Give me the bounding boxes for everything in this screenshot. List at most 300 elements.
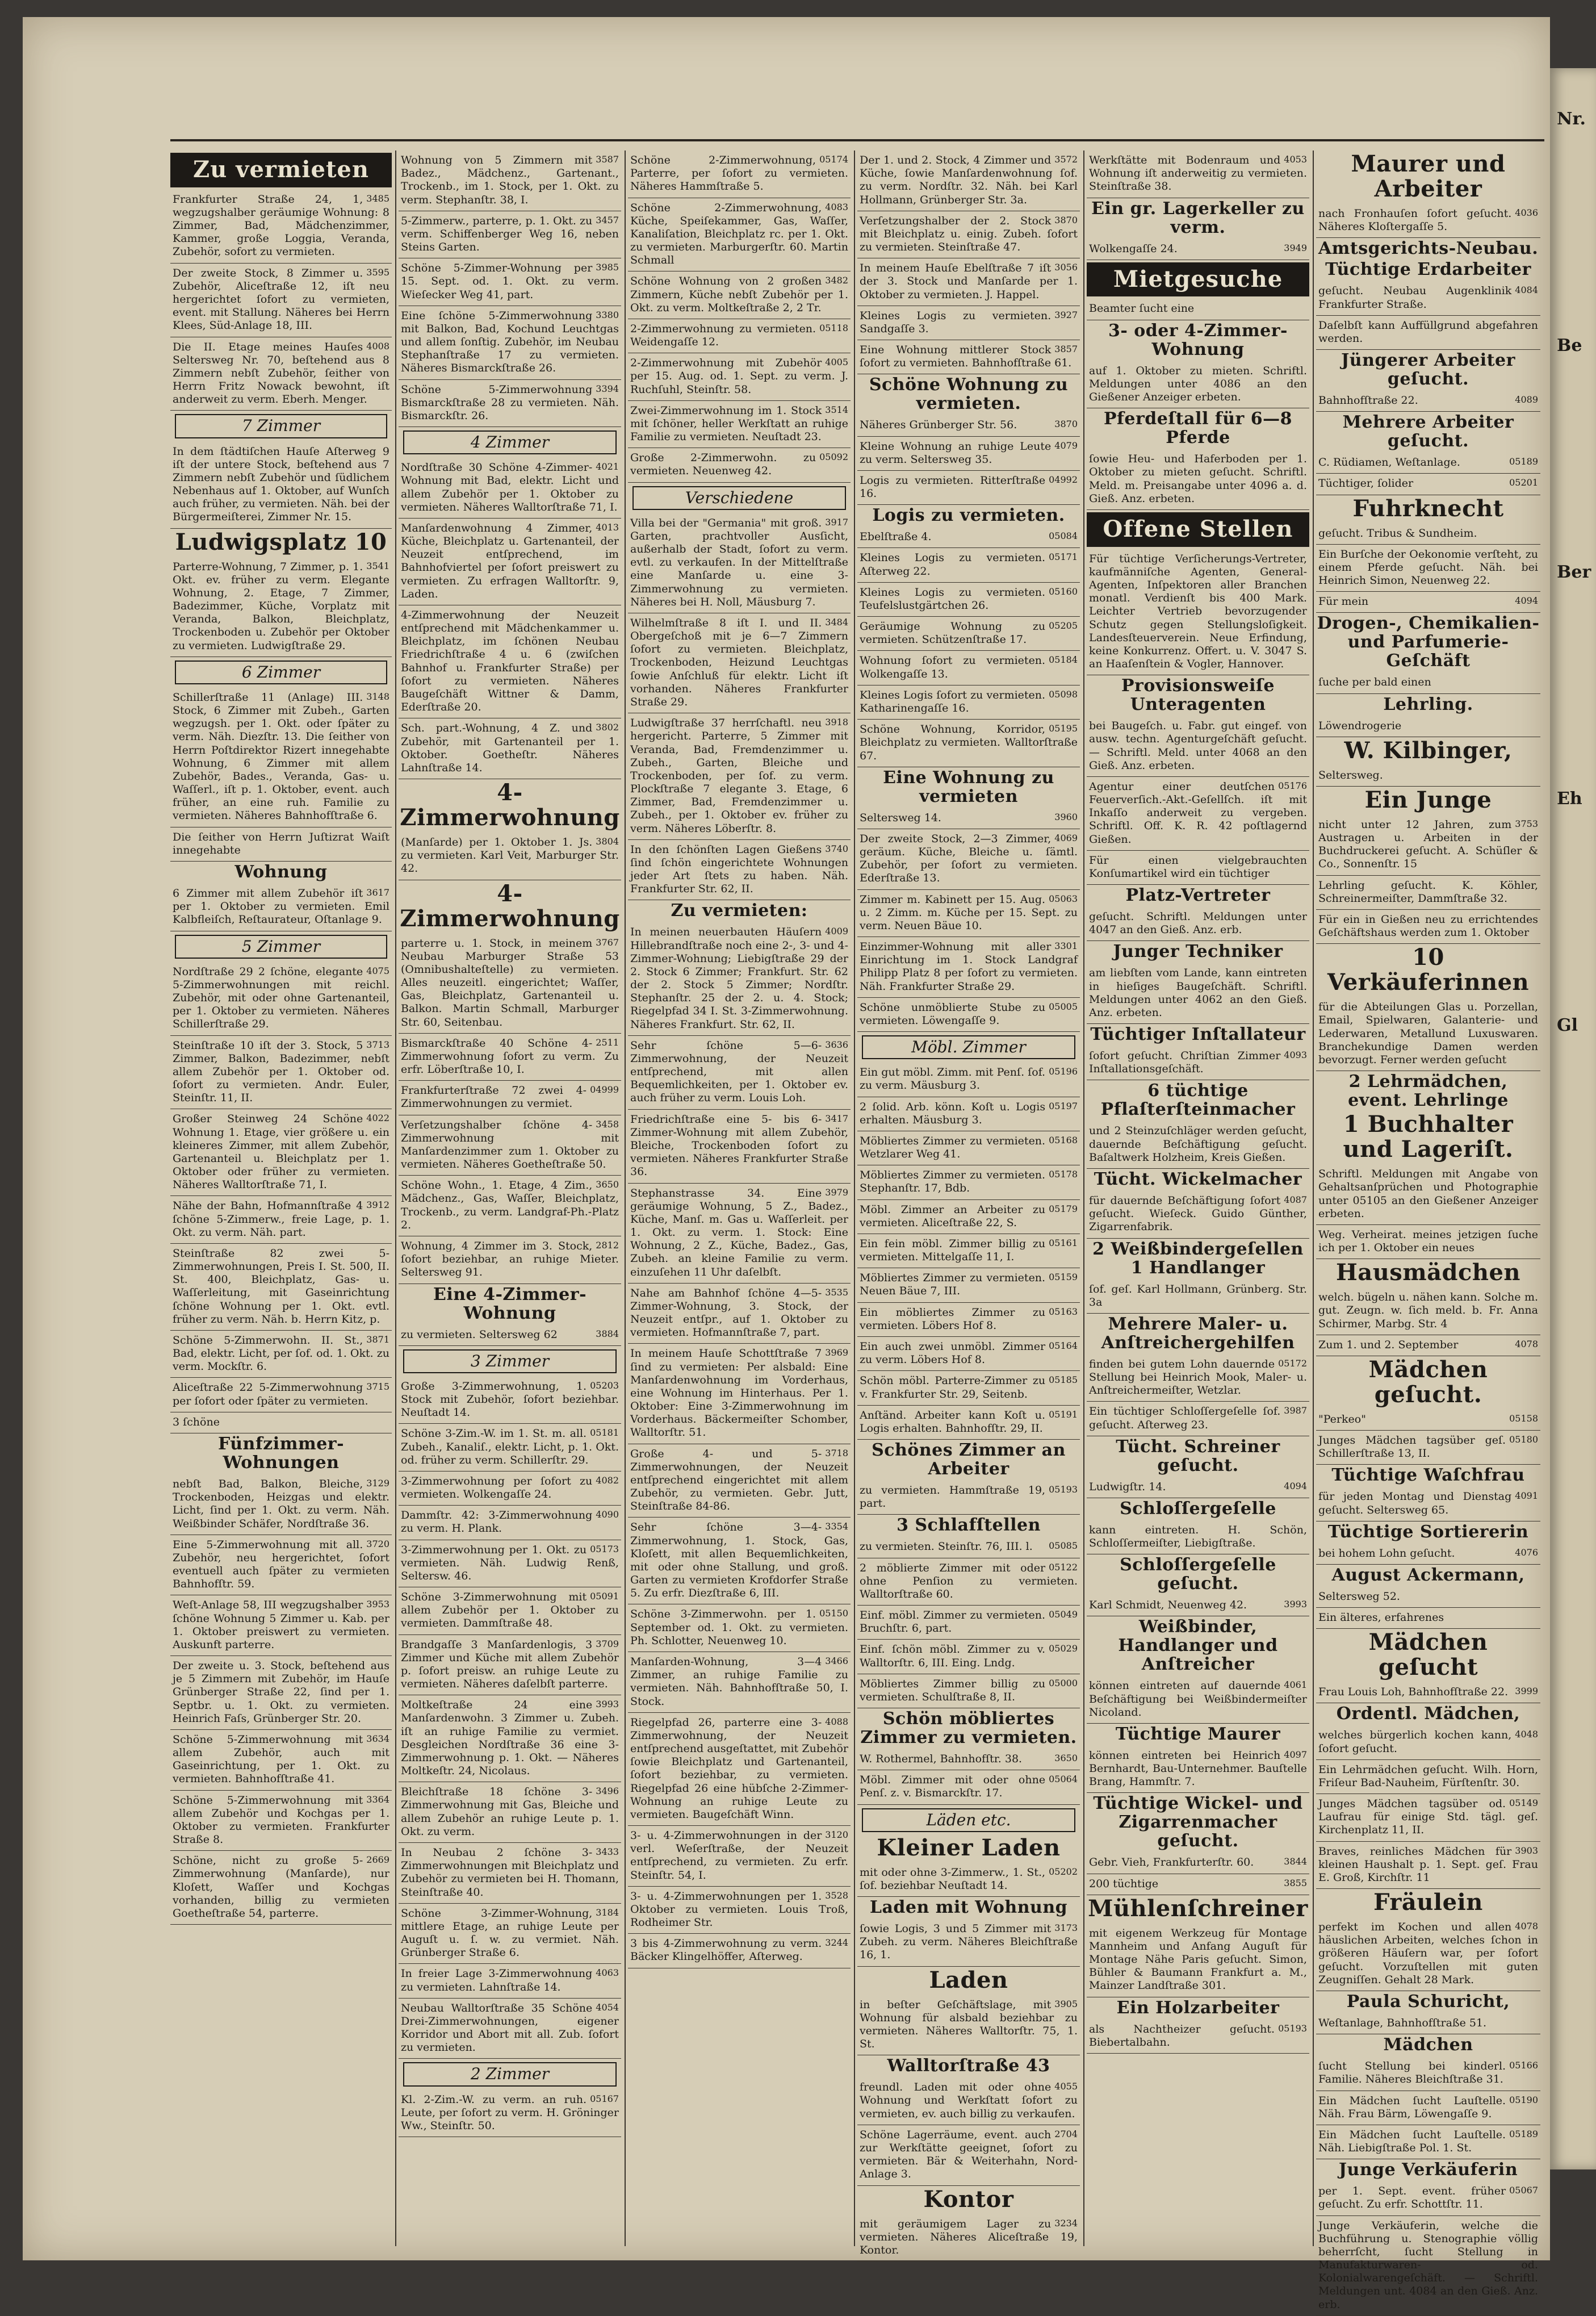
category-heading [175,935,387,959]
ad-text: Manſardenwohnung 4 Zimmer, Küche, Bleichplatz u. Gartenanteil, der Neuzeit entſprechend, im Bahnhofviertel per ſofort preiswert zu vermieten. Zu erfragen Walltorſtr. 9, Laden. [401,521,623,600]
ad-headline [1087,409,1309,447]
ad-headline [1316,695,1540,714]
ad-number: 3740 [825,843,848,854]
classified-ad [857,1406,1080,1440]
ad-text: Ein Mädchen ſucht Lauſtelle. Näh. Liebigſtraße Pol. 1. St. [1318,2128,1510,2155]
ad-text: Stephanstrasse 34. Eine geräumige Wohnung, 5 Z., Badez., Küche, Manſ. m. Gas u. Waſſerleit. per 1. Okt. zu verm. 1. Stock: Eine Wohnung, 2 Z., Küche, Badez., Gas, Zubeh. an kleine Familie zu verm. einzuſehen 11 Uhr daſelbſt. [630,1186,852,1278]
ad-number: 3380 [596,309,619,320]
ad-number: 4054 [596,2001,619,2013]
ad-text: Kleines Logis ſofort zu vermieten. Katharinengaſſe 16. [860,688,1049,714]
ad-number: 4076 [1515,1546,1538,1558]
ad-number: 3417 [825,1113,848,1124]
classified-ad [857,998,1080,1032]
ad-text: Tüchtige Wickel- und Zigarrenmacher geſucht. [1093,1794,1303,1851]
classified-ad [1316,910,1540,944]
ad-number: 4094 [1515,595,1538,607]
ad-number: 3234 [1054,2217,1078,2229]
ad-text: Möbl. Zimmer mit oder ohne Penſ. z. v. Bismarckſtr. 17. [860,1774,1049,1800]
ad-text: 3-Zimmerwohnung per 1. Okt. zu vermieten. Näh. Ludwig Renß, Seltersw. 46. [401,1543,623,1582]
ad-text: 2-Zimmerwohnung zu vermieten. Weidengaſſe 12. [630,322,820,349]
classified-ad [857,685,1080,720]
ad-text: Tüchtige Erdarbeiter [1325,260,1531,280]
classified-ad [1087,1046,1309,1080]
ad-text: Wolkengaſſe 24. [1089,242,1178,255]
ad-number: 05161 [1049,1237,1078,1248]
ad-headline [1087,942,1309,961]
ad-number: 3650 [1054,1753,1078,1764]
ad-headline [1087,1240,1309,1277]
ad-text: Logis zu vermieten. Ritterſtraße 16. [860,474,1049,500]
ad-headline [857,2056,1080,2075]
ad-number: 05098 [1049,688,1078,700]
ad-text: 2 möblierte Zimmer mit oder ohne Penſion zu vermieten. Walltorſtraße 60. [860,1561,1082,1600]
ad-text: für jeden Montag und Dienstag geſucht. Seltersweg 65. [1318,1490,1515,1516]
ad-text: 4 Zimmer [470,433,550,452]
ad-headline [1316,1260,1540,1285]
classified-ad [1316,2013,1540,2034]
ad-text: Für tüchtige Verſicherungs-Vertreter, kaufmänniſche Agenten, General-Agenten, Inſpektoren aller Branchen monatl. Verdienſt bis 400 Mark. Leichter Vertrieb bevorzugender Schutz gegen Stellungsloſigkeit. Landesſteuerverein. Neue Erfindung, keine Konkurrenz. Offert. u. V. 3047 S. an Haaſenſtein & Vogler, Hannover. [1089,552,1311,671]
ad-text: Aliceſtraße 22 5-Zimmerwohnung per ſofort oder ſpäter zu vermieten. [173,1381,368,1407]
ad-text: bei hohem Lohn geſucht. [1318,1546,1455,1560]
classified-ad [1087,299,1309,320]
classified-ad [1316,1682,1540,1703]
ad-number: 05149 [1509,1797,1538,1809]
classified-ad [170,1244,392,1331]
classified-ad [857,1674,1080,1708]
ad-headline [1316,945,1540,995]
ad-text: Kleines Logis zu vermieten. Aſterweg 22. [860,551,1049,578]
classified-ad [399,1176,621,1236]
classified-ad [628,1110,851,1184]
ad-text: Der zweite Stock, 8 Zimmer u. Zubehör, Aliceſtraße 12, iſt neu hergerichtet ſofort zu vermieten, event. mit Stallung. Näheres bei Herrn Klees, Süd-Anlage 18, III. [173,266,393,332]
category-heading [403,2062,617,2086]
ad-text: Eine Wohnung zu vermieten [883,767,1054,806]
ad-text: Schöne 3-Zimmerwohn. per 1. September od. 1. Okt. zu vermieten. Ph. Schlotter, Neuenweg 10. [630,1608,852,1647]
ad-text: parterre u. 1. Stock, in meinem Neubau Marburger Straße 53 (Omnibushalteſtelle) zu vermieten. Alles neuzeitl. eingerichtet; Waſſer, Gas, Bleichplatz, Gartenanteil u. Balkon. Martin Schmall, Marburger Str. 60, Seitenbau. [401,937,623,1029]
ad-headline [1087,1617,1309,1674]
ad-text: 4-Zimmerwohnung der Neuzeit entſprechend mit Mädchenkammer u. Bleichplatz, im ſchönen Neubau Friedrichſtraße 4 u. 6 (zwiſchen Bahnhof u. Frankfurter Straße) per ſofort zu vermieten. Näheres Baugeſchäft Wittner & Damm, Ederſtraße 20. [401,608,623,714]
classified-ad [1316,524,1540,545]
ad-text: 3 Schlafſtellen [897,1515,1041,1536]
classified-ad [1316,1587,1540,1608]
ad-headline [1316,1890,1540,1915]
ad-text: 3-Zimmerwohnung per ſofort zu vermieten. Wolkengaſſe 24. [401,1474,596,1501]
classified-ad [399,605,621,718]
classified-ad [1087,1402,1309,1436]
ad-text: Tüchtiger, ſolider [1318,477,1414,490]
ad-text: Sch. part.-Wohnung, 4 Z. und Zubehör, mit Gartenanteil per 1. Oktober. Goetheſtr. Näheres Lahnſtraße 14. [401,722,623,774]
ad-text: freundl. Laden mit oder ohne Wohnung und Werkſtatt ſofort zu vermieten, ev. auch billig zu verkaufen. [860,2081,1082,2120]
classified-ad [857,1268,1080,1302]
ad-text: 6 tüchtige Pflaſterſteinmacher [1100,1081,1296,1120]
classified-ad [628,1934,851,1968]
classified-ad [1087,907,1309,941]
ad-text: bei Baugeſch. u. Fabr. gut eingef. von ausw. techn. Agenturgeſchäft geſucht. — Schriftl. Meld. unter 4068 an den Gieß. Anz. erbeten. [1089,720,1311,772]
ad-number: 05163 [1049,1306,1078,1317]
column-2 [399,151,621,2246]
classified-ad [1087,1924,1309,1997]
ad-headline [857,1898,1080,1917]
ad-number: 2704 [1054,2128,1078,2139]
column-divider [625,151,626,2246]
classified-ad [857,1200,1080,1234]
ad-text: Bleichſtraße 18 ſchöne 3-Zimmerwohnung mit Gas, Bleiche und allem Zubehör an ruhige Leute p. 1. Okt. zu verm. [401,1786,623,1838]
classified-ad [1316,2056,1540,2091]
ad-text: Mädchen geſucht. [1368,1356,1488,1408]
ad-number: 3917 [825,516,848,528]
ad-text: 6 Zimmer [241,662,321,682]
classified-ad [1316,1225,1540,1259]
ad-text: Friedrichſtraße eine 5- bis 6-Zimmer-Wohnung mit allem Zubehör, Bleiche, Trockenboden ſofort zu vermieten. Näheres Frankfurter Straße 36. [630,1113,852,1178]
classified-ad [857,548,1080,582]
ad-number: 05122 [1049,1561,1078,1573]
ad-number: 3953 [366,1599,389,1610]
classified-ad [1087,151,1309,198]
classified-ad [1316,1842,1540,1889]
ad-text: Zu vermieten: [671,901,808,921]
category-heading [175,660,387,684]
classified-ad [857,437,1080,471]
ad-number: 05195 [1049,723,1078,734]
ad-text: Kleines Logis zu vermieten. Sandgaſſe 3. [860,309,1055,335]
classified-ad [1087,777,1309,851]
ad-text: als Nachtheizer geſucht. Biebertalbahn. [1089,2022,1279,2049]
ad-text: Schöne Lagerräume, event. auch zur Werkſtätte geeignet, ſofort zu vermieten. Bär & Weiterhahn, Nord-Anlage 3. [860,2128,1082,2181]
classified-ad [628,1652,851,1713]
ad-text: Moltkeſtraße 24 eine Manſardenwohn. 3 Zimmer u. Zubeh. iſt an ruhige Familie zu vermiet. Desgleichen Nordſtraße 36 eine 3-Zimmerwohnung p. 1. Okt. — Näheres Moltkeſtr. 24, Nicolaus. [401,1699,623,1778]
ad-number: 05064 [1049,1774,1078,1785]
ad-text: Mädchen [1383,2035,1473,2055]
ad-number: 3767 [596,937,619,948]
classified-ad [170,1791,392,1851]
classified-ad [1316,672,1540,693]
ad-number: 05092 [819,452,848,463]
edge-fragment: Nr. [1557,109,1586,129]
ad-number: 05160 [1049,586,1078,597]
classified-ad [170,557,392,657]
ad-text: Ordentl. Mädchen, [1336,1704,1520,1724]
ad-number: 3999 [1515,1686,1538,1697]
ad-headline [1316,260,1540,279]
ad-text: Weißbinder, Handlanger und Anſtreicher [1118,1617,1278,1675]
ad-text: Mehrere Arbeiter geſucht. [1342,412,1514,452]
ad-headline [1087,886,1309,905]
classified-ad [1316,1164,1540,1225]
ad-number: 3650 [596,1179,619,1190]
ad-headline [1316,351,1540,388]
ad-text: Jüngerer Arbeiter geſucht. [1341,350,1515,390]
classified-ad [1087,1280,1309,1314]
ad-text: welch. bügeln u. nähen kann. Solche m. gut. Zeugn. w. ſich meld. b. Fr. Anna Schirmer, Marbg. Str. 4 [1318,1291,1542,1330]
classified-ad [1316,1431,1540,1465]
ad-headline [1316,2035,1540,2054]
ad-number: 05174 [819,154,848,165]
ad-number: 3993 [596,1699,619,1710]
classified-ad [857,617,1080,651]
ad-text: August Ackermann, [1331,1565,1525,1585]
ad-text: Offene Stellen [1103,515,1293,542]
ad-text: Nahe am Bahnhof ſchöne 4—5-Zimmer-Wohnung, 3. Stock, der Neuzeit entſpr., auf 1. Oktober zu vermieten. Hofmannſtraße 7, part. [630,1286,852,1339]
ad-headline [1316,239,1540,258]
ad-text: Lehrling geſucht. K. Köhler, Schreinermeiſter, Dammſtraße 32. [1318,879,1542,905]
classified-ad [170,1595,392,1656]
ad-number: 3129 [366,1477,389,1489]
classified-ad [170,1474,392,1535]
ad-headline [1316,496,1540,521]
classified-ad [857,1919,1080,1967]
ad-number: 4093 [1284,1050,1307,1061]
ad-text: Kleiner Laden [877,1834,1061,1861]
ad-number: 4097 [1284,1749,1307,1760]
ad-number: 4079 [1054,440,1078,451]
classified-ad [1087,1595,1309,1616]
ad-number: 3802 [596,722,619,733]
ad-text: Dammſtr. 42: 3-Zimmerwohnung zu verm. H. Plank. [401,1509,596,1535]
category-heading [632,486,846,510]
ad-number: 05000 [1049,1677,1078,1688]
ad-text: 3- u. 4-Zimmerwohnungen per 1. Oktober zu vermieten. Louis Troß, Rodheimer Str. [630,1889,852,1929]
ad-text: Sehr ſchöne 3—4-Zimmerwohnung, 1. Stock, Gas, Kloſett, mit allen Bequemlichkeiten, mit oder ohne Stallung, und groß. Garten zu vermieten Krofdorfer Straße 5. Zu erfr. Diezſtraße 6, III. [630,1521,852,1600]
classified-ad [857,937,1080,998]
ad-text: und 2 Steinzuſchläger werden geſucht, dauernde Beſchäftigung geſucht. Baſaltwerk Holzheim, Kreis Gießen. [1089,1124,1311,1164]
classified-ad [628,513,851,613]
column-3 [628,151,851,2246]
classified-ad [399,151,621,211]
ad-text: Löwendrogerie [1318,719,1402,732]
next-page-edge [1550,68,1596,2169]
classified-ad [1316,204,1540,238]
classified-ad [1087,549,1309,676]
ad-number: 4087 [1284,1194,1307,1205]
classified-ad [399,2090,621,2138]
classified-ad [857,1303,1080,1337]
ad-text: Riegelpfad 26, parterre eine 3-Zimmerwohnung, der Neuzeit entſprechend ausgeſtattet, mit Zubehör ſowie Bleichplatz und Gartenanteil, ſofort beziehbar, zu vermieten. Riegelpfad 26 eine hübſche 2-Zimmer-Wohnung an ruhige Leute zu vermieten. Baugeſchäft Winn. [630,1716,852,1821]
classified-ad [857,1165,1080,1199]
ad-text: Schöne 3-Zimmer-Wohnung, mittlere Etage, an ruhige Leute per Auguſt u. ſ. w. zu vermiet. Näh. Grünberger Straße 6. [401,1907,623,1959]
ad-number: 3969 [825,1347,848,1358]
ad-text: Große 4- und 5-Zimmerwohnungen, der Neuzeit entſprechend eingerichtet mit allem Zubehör, zu vermieten. Gebr. Jutt, Steinſtraße 84-86. [630,1447,852,1513]
ad-text: Ein tüchtiger Schloſſergeſelle ſof. geſucht. Aſterweg 23. [1089,1405,1284,1431]
classified-ad [170,1109,392,1196]
ad-text: 2 ſolid. Arb. könn. Koſt u. Logis erhalten. Mäusburg 3. [860,1100,1049,1126]
ad-headline [857,375,1080,413]
ad-text: Paula Schuricht, [1346,1992,1510,2012]
ad-number: 05179 [1049,1203,1078,1214]
classified-ad [399,1236,621,1284]
classified-ad [628,1713,851,1826]
ad-headline [857,506,1080,525]
classified-ad [628,1604,851,1652]
classified-ad [399,1695,621,1782]
ad-number: 05158 [1509,1412,1538,1424]
ad-number: 3056 [1054,262,1078,273]
ad-text: ſowie Heu- und Haferboden per 1. Oktober zu mieten geſucht. Schriftl. Meld. m. Preisangabe unter 4096 a. d. Gieß. Anz. erbeten. [1089,453,1311,505]
ad-text: Schöne 5-Zimmerwohn. II. St., Bad, elektr. Licht, per ſof. od. 1. Okt. zu verm. Mockſtr. 6. [173,1333,393,1373]
ad-text: Daſelbſt kann Auffüllgrund abgefahren werden. [1318,319,1542,345]
classified-ad [857,1995,1080,2056]
classified-ad [1087,851,1309,885]
ad-text: Kontor [923,2185,1014,2213]
ad-text: kann eintreten. H. Schön, Schloſſermeiſter, Liebigſtraße. [1089,1523,1311,1550]
ad-text: Schön möbl. Parterre-Zimmer zu v. Frankfurter Str. 29, Seitenb. [860,1374,1049,1401]
ad-headline [399,881,621,931]
ad-number: 05166 [1509,2060,1538,2071]
ad-text: zu vermieten. Seltersweg 62 [401,1328,558,1341]
ad-text: Ein älteres, erfahrenes [1318,1611,1444,1624]
ad-headline [1087,1725,1309,1744]
ad-text: Pferdeſtall für 6—8 Pferde [1103,409,1293,448]
classified-ad [857,1863,1080,1897]
classified-ad [1316,766,1540,787]
ad-number: 3184 [596,1907,619,1918]
ad-headline [170,1435,392,1472]
ad-number: 3595 [366,266,389,278]
ad-text: Frankfurter Straße 24, 1, wegzugshalber geräumige Wohnung: 8 Zimmer, Bad, Mädchenzimmer, Kammer, große Loggia, Veranda, Zubehör, sofort zu vermieten. [173,193,393,258]
ad-text: zu vermieten. Steinſtr. 76, III. l. [860,1540,1033,1553]
ad-number: 3985 [596,262,619,273]
classified-ad [399,458,621,519]
edge-fragment: Ber [1557,562,1591,582]
ad-text: Seltersweg 14. [860,811,941,824]
ad-text: Schön möbliertes Zimmer zu vermieten. [860,1709,1077,1748]
ad-text: Maurer und Arbeiter [1351,151,1506,202]
ad-headline [399,1285,621,1323]
ad-text: In meinem Hauſe Schottſtraße 7 ſind zu vermieten: Per alsbald: Eine Manſardenwohnung im Vorderhaus, eine Wohnung im Hinterhaus. Per 1. Oktober: Eine 3-Zimmerwohnung im Vorderhaus. Bäckermeiſter Schomber, Walltorſtr. 51. [630,1347,852,1439]
ad-text: Steinſtraße 10 iſt der 3. Stock, 5 Zimmer, Balkon, Badezimmer, nebſt allem Zubehör per 1. Oktober od. ſofort zu vermieten. Andr. Euler, Steinſtr. 11, II. [173,1039,393,1105]
ad-headline [1087,1025,1309,1044]
classified-ad [399,1115,621,1176]
ad-number: 4088 [825,1716,848,1727]
classified-ad [1087,1746,1309,1794]
ad-text: Tücht. Wickelmacher [1094,1169,1302,1189]
ad-number: 4053 [1284,154,1307,165]
classified-ad [857,1770,1080,1804]
ad-text: 4-Zimmerwohnung [400,779,620,831]
ad-number: 4091 [1515,1490,1538,1502]
ad-text: Lehrling. [1383,694,1473,714]
ad-headline [1087,199,1309,237]
ad-text: Verſetzungshalber ſchöne 4-Zimmerwohnung mit Manſardenzimmer zum 1. Oktober zu vermieten. Näheres Goetheſtraße 50. [401,1118,623,1171]
ad-number: 3244 [825,1937,848,1949]
ad-headline [857,768,1080,806]
classified-ad [399,1964,621,1998]
classified-ad [1087,449,1309,510]
classified-ad [857,1337,1080,1371]
ad-text: Möbliertes Zimmer zu vermieten. Neuen Bäue 7, III. [860,1272,1049,1298]
classified-ad [628,198,851,272]
ad-text: Weſt-Anlage 58, III wegzugshalber ſchöne Wohnung 5 Zimmer u. Kab. per 1. Oktober preiswert zu vermieten. Auskunft parterre. [173,1599,393,1651]
ad-text: Tüchtige Waſchfrau [1331,1465,1525,1486]
classified-ad [628,151,851,198]
ad-text: geſucht. Schriftl. Meldungen unter 4047 an den Gieß. Anz. erb. [1089,910,1311,937]
ad-headline [1087,676,1309,714]
classified-ad [399,1635,621,1696]
classified-ad [857,583,1080,617]
ad-text: Eine 4-Zimmer-Wohnung [433,1284,587,1323]
classified-ad [1316,281,1540,315]
ad-number: 3870 [1054,419,1078,430]
ad-number: 3857 [1054,344,1078,355]
ad-text: Läden etc. [926,1810,1011,1829]
ad-number: 3484 [825,616,848,628]
ad-text: C. Rüdiamen, Weſtanlage. [1318,456,1460,469]
ad-headline [1316,1357,1540,1407]
classified-ad [399,306,621,380]
ad-text: 2 Weißbindergeſellen 1 Handlanger [1092,1239,1304,1278]
ad-text: Ebelſtraße 4. [860,530,932,544]
classified-ad [857,1131,1080,1165]
ad-text: Parterre-Wohnung, 7 Zimmer, p. 1. Okt. ev. früher zu verm. Elegante Wohnung, 2. Etage, 7 Zimmer, Badezimmer, Küche, Vorplatz mit Veranda, Balkon, Bleichplatz, Trockenboden u. Zubehör per Oktober zu vermieten. Ludwigſtraße 29. [173,560,393,652]
ad-number: 04992 [1049,474,1078,485]
classified-ad [628,353,851,401]
ad-text: Schloſſergeſelle [1120,1498,1276,1519]
classified-ad [857,306,1080,340]
ad-number: 2812 [596,1239,619,1251]
ad-text: Weg. Verheirat. meines jetzigen ſuche ich per 1. Oktober ein neues [1318,1228,1542,1255]
classified-ad [399,211,621,259]
ad-text: welches bürgerlich kochen kann, ſofort geſucht. [1318,1729,1515,1755]
edge-fragment: Gl [1557,1015,1578,1035]
ad-text: Laden [929,1966,1008,1993]
ad-headline [1087,1170,1309,1189]
ad-text: 3 Zimmer [470,1351,550,1370]
ad-number: 4048 [1515,1729,1538,1740]
ad-text: Drogen-, Chemikalien- und Parfumerie-Geſchäft [1317,613,1540,671]
ad-text: Mädchen geſucht [1368,1629,1488,1681]
classified-ad [628,613,851,713]
ad-number: 05205 [1049,620,1078,632]
ad-text: Eine 5-Zimmerwohnung mit all. Zubehör, neu hergerichtet, ſofort eventuell auch ſpäter zu vermieten Bahnhofſtr. 59. [173,1538,393,1591]
ad-text: können eintreten auf dauernde Beſchäftigung bei Weißbindermeiſter Nicoland. [1089,1679,1311,1719]
classified-ad [170,1656,392,1730]
ad-number: 3718 [825,1447,848,1458]
ad-text: 6 Zimmer mit allem Zubehör iſt per 1. Oktober zu vermieten. Emil Kalbfleiſch, Reſtaurateur, Oſtanlage 9. [173,887,393,926]
ad-number: 3496 [596,1786,619,1797]
classified-ad [170,337,392,411]
ad-text: Bismarckſtraße 40 Schöne 4-Zimmerwohnung ſofort zu verm. Zu erfr. Löberſtraße 10, I. [401,1036,623,1076]
ad-text: Bahnhofſtraße 22. [1318,394,1418,407]
ad-number: 4083 [825,201,848,212]
ad-number: 05085 [1049,1540,1078,1552]
classified-ad [857,2077,1080,2125]
classified-ad [399,1506,621,1540]
ad-number: 4078 [1515,1338,1538,1349]
ad-text: Ein Lehrmädchen geſucht. Wilh. Horn, Friſeur Bad-Nauheim, Fürſtenſtr. 30. [1318,1763,1542,1789]
ad-headline [170,530,392,555]
ad-text: Logis zu vermieten. [872,505,1065,526]
ad-text: Walltorſtraße 43 [887,2056,1050,2076]
ad-number: 3993 [1284,1599,1307,1610]
ad-number: 4094 [1284,1480,1307,1491]
column-divider [1313,151,1314,2246]
ad-number: 05184 [1049,654,1078,666]
ad-text: Kl. 2-Zim.-W. zu verm. an ruh. Leute, per ſofort zu verm. H. Gröninger Ww., Steinſtr. 50. [401,2093,623,2132]
ad-text: Seltersweg. [1318,768,1383,781]
ad-text: Schöne Wohnung zu vermieten. [869,375,1069,414]
classified-ad [1316,453,1540,474]
header-rule [170,139,1544,141]
ad-text: Zimmer m. Kabinett per 15. Aug. u. 2 Zimm. m. Küche per 15. Sept. zu verm. Neuen Bäue 10. [860,893,1082,932]
ad-number: 3844 [1284,1856,1307,1867]
classified-ad [857,720,1080,767]
ad-number: 05181 [590,1427,619,1439]
ad-text: 1 Buchhalter und Lageriſt. [1343,1111,1514,1163]
classified-ad [628,922,851,1035]
classified-ad [1087,963,1309,1024]
ad-text: Große 3-Zimmerwohnung, 1. Stock mit Zubehör, ſofort beziehbar. Neuſtadt 14. [401,1379,623,1419]
ad-number: 4013 [596,521,619,533]
ad-headline [1316,1466,1540,1485]
